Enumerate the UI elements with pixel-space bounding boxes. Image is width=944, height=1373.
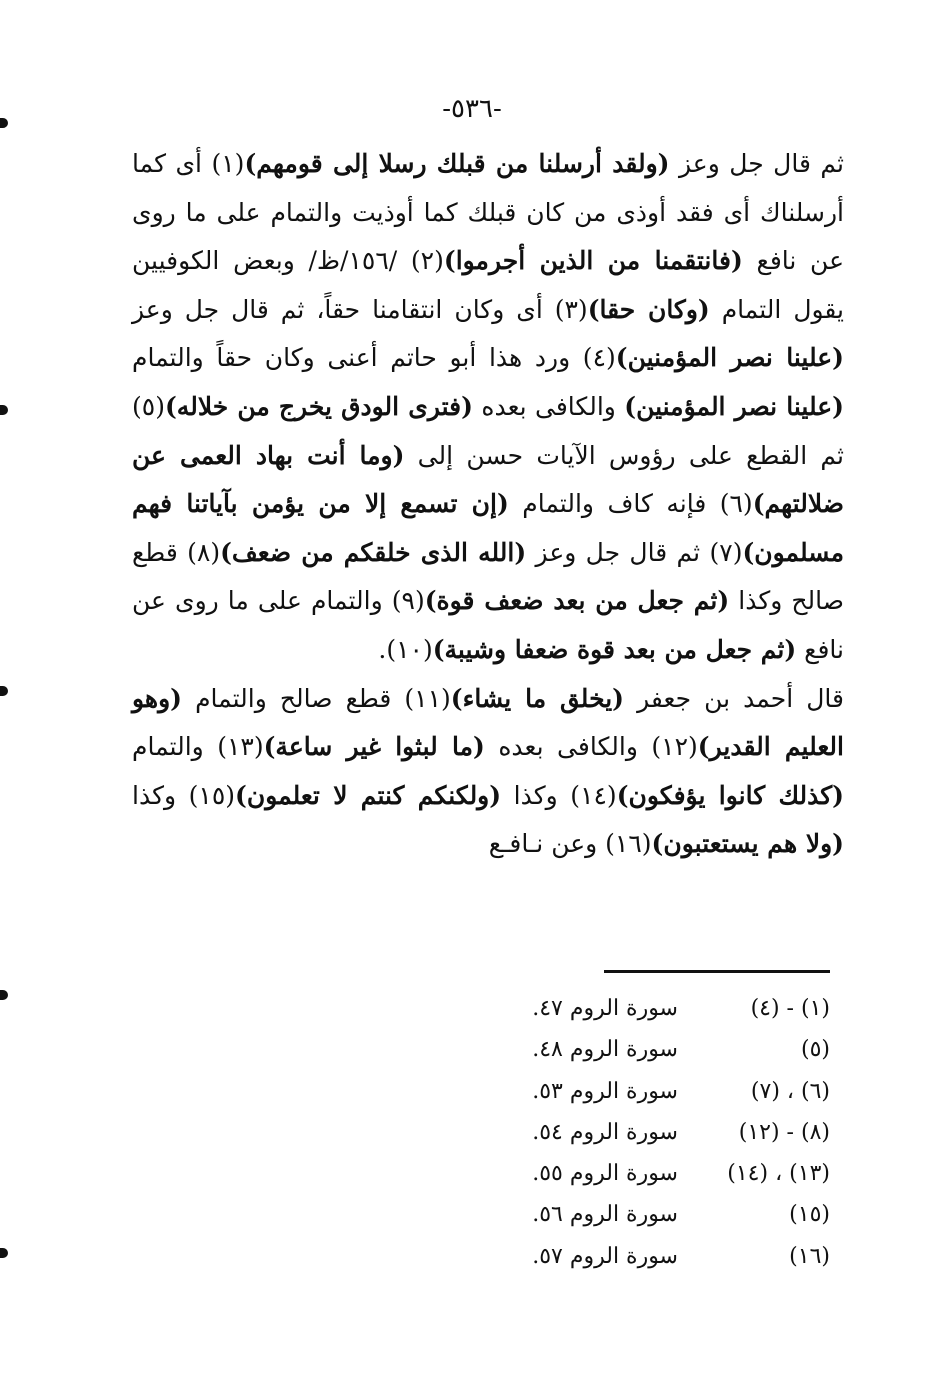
scan-edge-mark	[0, 686, 8, 696]
quran-quote: (كذلك كانوا يؤفكون)	[616, 780, 844, 810]
footnote-numbers: (٥)	[800, 1037, 830, 1063]
footnote-row	[480, 1071, 830, 1112]
footnote-reference: سورة الروم ٥٤.	[532, 1119, 678, 1145]
text-segment: قال أحمد بن جعفر	[624, 683, 844, 713]
text-segment: (٣) أى وكان انتقامنا حقاً، ثم قال جل وعز	[132, 294, 588, 324]
footnote-numbers: (١٦)	[789, 1243, 830, 1269]
text-segment: ثم قال جل وعز	[669, 149, 844, 178]
scan-edge-mark	[0, 118, 8, 128]
text-segment: (٩) والتمام على ما روى عن نافع	[132, 586, 844, 664]
footnote-reference: سورة الروم ٥٣.	[532, 1078, 678, 1104]
text-segment: (٥) ثم القطع على رؤوس الآيات حسن إلى	[132, 391, 844, 470]
footnote-reference: سورة الروم ٥٦.	[532, 1202, 678, 1228]
text-segment: (١٥) وكذا	[132, 780, 236, 810]
quran-quote: (وكان حقا)	[587, 294, 710, 324]
text-segment: (٢) /١٥٦/ظ/ وبعض الكوفيين يقول التمام	[132, 246, 845, 324]
footnote-numbers: (٦) ، (٧)	[750, 1078, 830, 1104]
scan-edge-mark	[0, 990, 8, 1000]
text-segment: (١١) قطع صالح والتمام	[182, 683, 451, 713]
quran-quote: (علينا نصر المؤمنين)	[624, 391, 844, 421]
text-segment: (٤) ورد هذا أبو حاتم أعنى وكان حقاً والتمام	[132, 343, 616, 373]
text-segment: (١٢) والكافى بعده	[484, 732, 698, 762]
quran-quote: (وما أنت بهاد العمى عن ضلالتهم)	[132, 440, 844, 519]
quran-quote: (يخلق ما يشاء)	[450, 683, 624, 713]
quran-quote: (الله الذى خلقكم من ضعف)	[220, 537, 527, 567]
footnote-row	[480, 1029, 830, 1070]
scan-edge-mark	[0, 405, 8, 415]
footnote-row	[480, 988, 830, 1029]
quran-quote: (فترى الودق يخرج من خلاله)	[164, 391, 473, 421]
quran-quote: (ثم جعل من بعد قوة ضعفا وشيبة)	[432, 634, 797, 664]
scan-edge-mark	[0, 1248, 8, 1258]
footnote-reference: سورة الروم ٤٧.	[532, 996, 678, 1021]
footnote-row	[480, 1153, 830, 1194]
text-segment: (١٤) وكذا	[501, 780, 617, 810]
footnote-row	[480, 1236, 830, 1277]
footnote-separator	[604, 970, 830, 973]
quran-quote: (ولكنكم كنتم لا تعلمون)	[235, 780, 502, 810]
footnote-row	[480, 1194, 830, 1235]
footnotes	[480, 988, 830, 1277]
quran-quote: (فانتقمنا من الذين أجرموا)	[443, 246, 743, 276]
text-segment: (١٦) وعن نـافـع	[488, 829, 652, 859]
footnote-reference: سورة الروم ٥٥.	[532, 1161, 678, 1187]
quran-quote: (علينا نصر المؤمنين)	[615, 343, 844, 373]
quran-quote: (ثم جعل من بعد ضعف قوة)	[424, 586, 730, 616]
footnote-numbers: (١) - (٤)	[750, 996, 830, 1021]
footnote-reference: سورة الروم ٥٧.	[532, 1243, 678, 1269]
text-segment: والكافى بعده	[472, 391, 625, 421]
paragraph-1	[132, 140, 844, 675]
page-number: -٥٣٦-	[442, 94, 502, 124]
quran-quote: (ما لبثوا غير ساعة)	[263, 732, 485, 762]
quran-quote: (ولا هم يستعتبون)	[651, 829, 844, 859]
body-text	[132, 140, 844, 869]
quran-quote: (ولقد أرسلنا من قبلك رسلا إلى قومهم)	[244, 149, 670, 178]
footnote-numbers: (١٣) ، (١٤)	[727, 1161, 830, 1187]
text-segment: (١) أى كما أرسلناك أى فقد أوذى من كان قبلك كما أوذيت والتمام على ما روى عن نافع	[132, 149, 844, 276]
text-segment: (١٠).	[378, 634, 433, 664]
text-segment: (٧) ثم قال جل وعز	[526, 537, 743, 567]
quran-quote: (إن تسمع إلا من يؤمن بآياتنا فهم مسلمون)	[132, 489, 844, 567]
paragraph-2	[132, 675, 844, 869]
footnote-numbers: (١٥)	[789, 1202, 830, 1228]
quran-quote: (وهو العليم القدير)	[132, 683, 844, 762]
text-segment: (٦) فإنه كاف والتمام	[508, 489, 753, 519]
text-segment: (٨) قطع صالح وكذا	[132, 537, 844, 616]
text-segment: (١٣) والتمام	[132, 732, 264, 762]
footnote-numbers: (٨) - (١٢)	[738, 1119, 830, 1145]
footnote-row	[480, 1112, 830, 1153]
footnote-reference: سورة الروم ٤٨.	[532, 1037, 678, 1063]
